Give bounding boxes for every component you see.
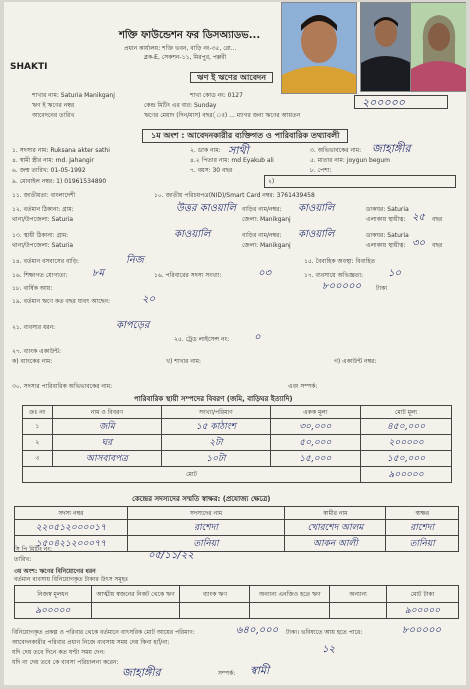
business-type-label: ২১. ব্যবসার ধরন: [12, 324, 56, 331]
operator-note: যদি না দেয় তবে কে ব্যবসা পরিচালনা করেন: [12, 659, 119, 666]
center-member-husband: খোরশেদ আলম [285, 520, 386, 536]
nationality: ১১. জাতীয়তা: বাংলাদেশী [12, 192, 76, 199]
marital-status: ১৫. বৈবাহিক অবস্থা: বিবাহিত [304, 258, 376, 265]
center-member-signature: রাশেদা [386, 520, 459, 536]
address-line: ব্লক-E, সেকশন-১১, মিরপুর, পল্লবী [144, 54, 227, 61]
asset-unit-price: ১৫,০০০ [270, 451, 360, 467]
present-house-label: বাড়ির নাম/নম্বর: [242, 206, 282, 213]
requested-amount: ২০০০০০ [362, 96, 405, 109]
nid-number: ১০. জাতীয় পরিচয়পত্র(NID)/Smart Card নম্বর: 3761439458 [154, 192, 315, 199]
husband-name: ৪. স্বামী স্ত্রীর নাম: md. Jahangir [12, 157, 94, 164]
time-given-note: আবেদনকারীর পরিবার প্রধান নিজে ব্যবসায় সময় দেয় কিনা হ্যাঁ/না: [12, 639, 170, 646]
cp-meeting-date: ০৫/১১/২২ [148, 550, 194, 561]
center-member-name: রাশেদা [127, 520, 285, 536]
center-day: কেন্দ্র মিটিং এর বার: Sunday [144, 102, 217, 109]
permanent-village: কাওয়ালি [174, 229, 211, 240]
future-income-value: ৮০০০০০ [402, 625, 441, 636]
table-row [15, 536, 459, 552]
asset-total: ১৫০,০০০ [361, 451, 452, 467]
amount-label: ঋণের মেয়াদ (দিন/মাস) বছর(ঃ) ... ম্যাগর জন্য ঋণের আয়তন [144, 112, 301, 119]
business-type-value: কাপড়ের [116, 320, 150, 331]
future-income-note: টাকা। ভবিষ্যতে আয় হতে পারে: [286, 629, 363, 636]
investment-title: ৩য় অংশ: ঋণের বিনিয়োগের ধরন [14, 568, 96, 575]
cp-meeting-date-label: তারিখ: [14, 556, 32, 563]
guardian-label: ৩. অভিভাবকের নাম: [310, 147, 362, 154]
cp-meeting-no: সি পি মিটিং নং: [14, 546, 52, 553]
applicant-photo-svg [282, 3, 356, 93]
nominee-relation-label: এবং সম্পর্ক: [288, 383, 318, 390]
present-years-label: এলাকায় স্থায়ীত্ব: [366, 216, 406, 223]
present-post: ডাকঘর: Saturia [366, 206, 409, 213]
center-member-husband: আকন আলী [285, 536, 386, 552]
asset-name: আসবাবপত্র [52, 451, 162, 467]
bank-name-label: ক) ব্যাংকের নাম: [12, 358, 53, 365]
mobile-number-2: ২) [268, 178, 275, 185]
invest-header-relatives: আত্মীয় স্বজনের নিকট থেকে ঋণ [91, 586, 180, 603]
branch-code: শাখা কোড নং: 0127 [190, 92, 243, 99]
invest-total-value: ৯০০০০০ [386, 603, 458, 619]
age: ৭. বয়স: 30 বছর [190, 167, 233, 174]
assets-header-quantity: সংখ্যা/পরিমাণ [162, 406, 270, 419]
income-value: ৮০০০০০ [322, 281, 361, 292]
assets-header-name: নাম ও বিবরণ [52, 406, 162, 419]
org-logo-text: SHAKTI [10, 62, 48, 72]
loan-no-label: ঋণ ই ঋণের নম্বর [32, 102, 75, 109]
income-unit: টাকা [376, 285, 387, 292]
applicant-photo [281, 2, 357, 94]
invest-header-ngo: অন্যান্য এনজিও হতে ঋণ [250, 586, 330, 603]
branch-name: শাখার নাম: Saturia Manikganj [32, 92, 115, 99]
assets-total-label: মোট [23, 467, 361, 483]
guardian-name: জাহাঙ্গীর [372, 142, 411, 155]
permanent-address-label: ১৩. স্থায়ী ঠিকানা: গ্রাম: [12, 232, 69, 239]
table-row [23, 419, 452, 435]
permanent-years: ৩০ [412, 238, 426, 249]
mobile-number: ৯. মোবাইল নম্বর: 1) 01961534890 [12, 178, 107, 185]
mobile2-box [264, 175, 456, 188]
permanent-post: ডাকঘর: Saturia [366, 232, 409, 239]
nominee-photo-svg [411, 3, 466, 91]
income-label: ১৮. বার্ষিক আয়: [12, 285, 53, 292]
invest-header-own: নিজস্ব মূলধন [15, 586, 92, 603]
mother-name: ৫. মাতার নাম: joygun begum [310, 157, 390, 164]
present-address-label: ১২. বর্তমান ঠিকানা: গ্রাম: [12, 206, 74, 213]
center-member-name: তানিয়া [127, 536, 285, 552]
asset-name: জমি [52, 419, 162, 435]
invest-header-other: অন্যান্য [330, 586, 387, 603]
asset-serial: ২ [23, 435, 53, 451]
investment-subtitle: বর্তমান ব্যবসায় বিনিয়োগকৃত টাকার উৎস সমূহঃ [14, 576, 129, 583]
assets-header-serial: ক্রঃ নং [23, 406, 53, 419]
operator-relation-label: সম্পর্ক: [218, 670, 236, 677]
invest-header-bank: ব্যাংক ঋণ [180, 586, 250, 603]
trade-license-value: ০ [254, 332, 261, 343]
operator-signature: জাহাঙ্গীর [122, 666, 161, 679]
assets-title: পারিবারিক স্থায়ী সম্পদের বিবরণ (জমি, বাড়িঘর ইত্যাদি) [134, 395, 293, 403]
org-title: শক্তি ফাউন্ডেশন ফর ডিসঅ্যাডভ... [119, 30, 261, 41]
hours-value: ১২ [322, 644, 335, 655]
member-since-label: ১৯. বর্তমান ঋণে কত বছর যাবৎ আছেন: [12, 298, 110, 305]
business-exp-label: ১৭. ব্যবসায়ে অভিজ্ঞতা: [304, 272, 363, 279]
invest-ngo-value [250, 603, 330, 619]
education-value: ৮ম [92, 268, 105, 279]
member-since-value: ২০ [142, 294, 156, 305]
nick-name: সাথী [228, 144, 249, 157]
operator-relation: স্বামী [250, 664, 270, 677]
center-title: কেন্দ্রের সদস্যদের সম্মতি স্বাক্ষর: (প্রযোজ্য ক্ষেত্রে) [132, 495, 271, 503]
invest-header-total: মোট টাকা [386, 586, 458, 603]
office-line: প্রধান কার্যালয়: শক্তি ভবন, বাড়ি নং-৩৫, রো... [124, 45, 237, 52]
annual-income-note: বিনিয়োগকৃত প্রকল্প ও পরিবার থেকে বর্তমানে বাৎসরিক মোট আয়ের পরিমাণ: [12, 629, 195, 636]
invest-own-value: ৯০০০০০ [15, 603, 92, 619]
invest-other-value [330, 603, 387, 619]
asset-serial: ১ [23, 419, 53, 435]
table-row [23, 435, 452, 451]
present-district: জেলা: Manikganj [242, 216, 291, 223]
assets-total-value: ৯০০০০০ [361, 467, 452, 483]
center-header-signature: স্বাক্ষর [386, 507, 459, 520]
table-row [15, 520, 459, 536]
center-member-no: ১৫০৪২১২০০০৭৭ [15, 536, 128, 552]
center-header-name: সদস্যদের নাম [127, 507, 285, 520]
present-years: ২৫ [412, 212, 425, 223]
asset-unit-price: ৫০,০০০ [270, 435, 360, 451]
hours-note: যদি দেয় তবে দিনে কত ঘণ্টা সময় দেন: [12, 649, 106, 656]
nominee-photo [410, 2, 466, 92]
education-label: ১৬. শিক্ষাগত যোগ্যতা: [12, 272, 68, 279]
center-header-member-no: সদস্য নম্বর [15, 507, 128, 520]
center-header-husband: স্বামীর নাম [285, 507, 386, 520]
business-exp-value: ১০ [388, 268, 401, 279]
loan-application-form [4, 2, 466, 685]
trade-license-label: ২৫. ট্রেড লাইসেন্স নং: [174, 336, 230, 343]
permanent-years-label: এলাকায় স্থায়ীত্ব: [366, 242, 406, 249]
permanent-house-label: বাড়ির নাম/নম্বর: [242, 232, 282, 239]
permanent-years-unit: বছর [432, 242, 443, 249]
father-name: ৪.২ পিতার নাম: md Eyakub ali [190, 157, 274, 164]
present-years-unit: বছর [432, 216, 443, 223]
asset-quantity: ১৫ কাঠাংশ [162, 419, 270, 435]
date-of-birth: ৬. জন্ম তারিখ: 01-05-1992 [12, 167, 86, 174]
application-date-label: আবেদনের তারিখ [32, 112, 75, 119]
occupation: ৮. পেশা: [310, 167, 332, 174]
invest-bank-value [180, 603, 250, 619]
permanent-upazila: থানা/উপজেলা: Saturia [12, 242, 74, 249]
bank-section-label: ২৭. ব্যাংক একাউন্ট: [12, 348, 62, 355]
bank-branch-label: খ) শাখার নাম: [166, 358, 202, 365]
family-count-label: ১৬. পরিবারের সদস্য সংখ্যা: [154, 272, 222, 279]
present-upazila: থানা/উপজেলা: Saturia [12, 216, 74, 223]
residence-label: ১৪. বর্তমান বসবাসের বাড়ি: [12, 258, 80, 265]
asset-total: ৪৫০,০০০ [361, 419, 452, 435]
investment-table [14, 585, 459, 619]
assets-table [22, 405, 452, 483]
assets-header-total: মোট মূল্য [361, 406, 452, 419]
guarantor-photo-svg [361, 3, 411, 91]
center-member-signature: তানিয়া [386, 536, 459, 552]
table-row [15, 603, 459, 619]
residence-value: নিজ [126, 255, 144, 266]
center-member-no: ২২০৫১২০০০০১৭ [15, 520, 128, 536]
family-count-value: ০৩ [258, 268, 272, 279]
assets-header-unit-price: একক মূল্য [270, 406, 360, 419]
form-title: ঋণ ই ঋণের আবেদন [190, 72, 273, 83]
asset-name: ঘর [52, 435, 162, 451]
permanent-district: জেলা: Manikganj [242, 242, 291, 249]
center-members-table [14, 506, 459, 552]
table-row [23, 451, 452, 467]
present-village: উত্তর কাওয়ালি [176, 203, 236, 214]
invest-relatives-value [91, 603, 180, 619]
asset-total: ২০০০০০ [361, 435, 452, 451]
section1-title: ১ম অংশ : আবেদনকারীর ব্যক্তিগত ও পারিবারিক তথ্যাবলী [142, 129, 348, 143]
nominee-label: ৩০. সদস্যর পারিবারিক অভিভাবকের নাম: [12, 383, 113, 390]
account-no-label: গ) একাউন্ট নম্বর: [334, 358, 377, 365]
asset-serial: ৩ [23, 451, 53, 467]
present-house: কাওয়ালি [298, 203, 335, 214]
asset-quantity: ২টা [162, 435, 270, 451]
permanent-house: কাওয়ালি [298, 229, 335, 240]
nick-label: ২. ডাক নাম: [190, 147, 221, 154]
member-name: ১. সদস্যর নাম: Ruksana akter sathi [12, 147, 110, 154]
table-row [23, 467, 452, 483]
asset-quantity: ১০টা [162, 451, 270, 467]
annual-income-value: ৬৪০,০০০ [236, 625, 279, 636]
asset-unit-price: ৩০,০০০ [270, 419, 360, 435]
guarantor-photo [360, 2, 412, 92]
